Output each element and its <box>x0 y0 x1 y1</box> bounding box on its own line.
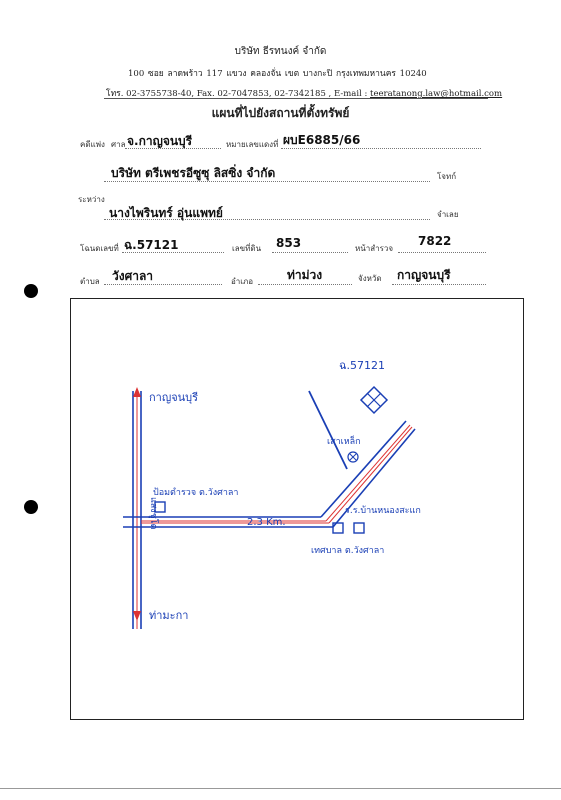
province-value: กาญจนบุรี <box>397 268 451 282</box>
court-value: จ.กาญจนบุรี <box>127 134 193 148</box>
subdistrict-dotline <box>104 284 222 285</box>
diagonal-road-top-edge <box>321 421 406 517</box>
deed-label: โฉนดเลขที่ <box>80 244 119 253</box>
case-type-label: คดีแพ่ง <box>80 140 105 149</box>
north-arrow-icon <box>133 387 141 397</box>
deed-value: ฉ.57121 <box>124 238 179 252</box>
distance-label: 2.3 Km. <box>247 517 286 528</box>
map-deed-label: ฉ.57121 <box>339 359 385 372</box>
subdistrict-value: วังศาลา <box>112 269 154 283</box>
survey-page-dotline <box>398 252 486 253</box>
land-number-label: เลขที่ดิน <box>232 244 262 253</box>
province-dotline <box>392 284 486 285</box>
plaintiff-role: โจทก์ <box>437 172 457 181</box>
defendant-role: จำเลย <box>437 210 459 219</box>
access-lane <box>309 391 347 469</box>
location-map <box>70 298 524 720</box>
pole-marker-icon <box>348 452 358 462</box>
land-number-value: 853 <box>276 236 302 250</box>
subdistrict-label: ตำบล <box>80 277 100 286</box>
highway-label: แสงชูโต <box>148 497 158 530</box>
survey-page-label: หน้าสำรวจ <box>355 244 394 253</box>
property-marker-icon <box>361 387 387 413</box>
south-direction-label: ท่ามะกา <box>149 609 189 622</box>
case-number-value: ผบE6885/66 <box>283 133 361 147</box>
company-phone: โทร. 02-3755738-40, Fax. 02-7047853, 02-7342185 , E-mail : <box>106 89 371 99</box>
municipality-label: เทศบาล ต.วังศาลา <box>311 546 385 556</box>
page-bottom-edge <box>0 788 561 789</box>
binder-hole-bottom <box>24 500 38 514</box>
defendant-value: นางไพรินทร์ อุ่นแพทย์ <box>109 206 223 220</box>
deed-dotline <box>122 252 224 253</box>
case-number-label: หมายเลขแดงที่ <box>226 140 279 149</box>
court-dotline <box>125 148 221 149</box>
district-value: ท่าม่วง <box>287 268 323 282</box>
court-label: ศาล <box>111 140 126 149</box>
school-box-icon-b <box>354 523 364 533</box>
north-direction-label: กาญจนบุรี <box>149 391 199 404</box>
district-dotline <box>258 284 352 285</box>
plaintiff-dotline <box>104 181 430 182</box>
company-name: บริษัท ธีรทนงค์ จำกัด <box>234 46 327 57</box>
land-number-dotline <box>272 252 348 253</box>
company-address: 100 ซอย ลาดพร้าว 117 แขวง คลองจั่น เขต บางกะปิ กรุงเทพมหานคร 10240 <box>128 69 427 79</box>
company-email[interactable]: teeratanong.law@hotmail.com <box>370 89 503 99</box>
south-arrow-icon <box>133 611 141 621</box>
between-label: ระหว่าง <box>78 195 105 204</box>
police-office-label: ป้อมตำรวจ ต.วังศาลา <box>153 488 239 498</box>
document-title: แผนที่ไปยังสถานที่ตั้งทรัพย์ <box>211 106 350 120</box>
plaintiff-value: บริษัท ตรีเพชรอีซูซุ ลิสซิ่ง จำกัด <box>111 166 276 180</box>
survey-page-value: 7822 <box>418 234 452 248</box>
school-label: ร.ร.บ้านหนองสะแก <box>345 506 421 516</box>
header-divider <box>104 98 488 99</box>
map-drawing <box>71 299 523 719</box>
case-number-dotline <box>281 148 481 149</box>
defendant-dotline <box>104 219 430 220</box>
pole-label: เสาเหล็ก <box>327 437 361 447</box>
province-label: จังหวัด <box>358 274 382 283</box>
district-label: อำเภอ <box>231 277 254 286</box>
binder-hole-top <box>24 284 38 298</box>
